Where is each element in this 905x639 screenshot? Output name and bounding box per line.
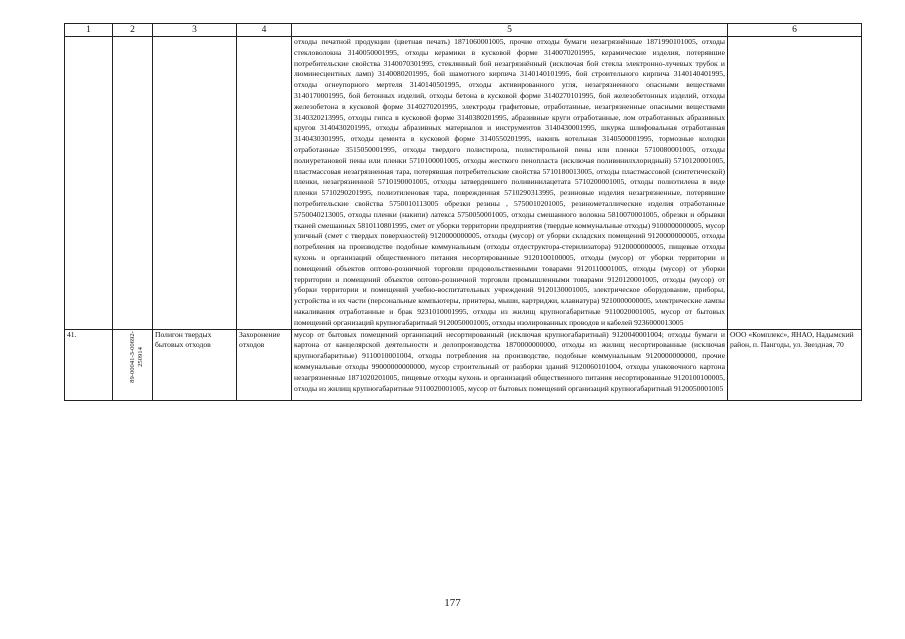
- waste-facilities-table: [64, 23, 862, 401]
- header-row: [65, 24, 862, 37]
- waste-list-cell: мусор от бытовых помещений организаций несортированный (исключая крупногабаритный) 9120040001004; отходы бумаги и картона от канцелярской деятельности и делопроизводства 1870000000000, отходы из жилищ несортированные (исключая крупногабаритные) 9110010001004, отходы потребления на производстве, подобные коммунальным 9120000000000, прочие коммунальные отходы 99000000000000, мусор строительный от разборки зданий 9120060101004, отходы упаковочного картона незагрязненные 1871020201005, пищевые отходы кухонь и организаций общественного питания несортированные 9120100100005, отходы из жилищ крупногабаритные 9110020001005, мусор от бытовых помещений организаций крупногабаритный 9120050001005: [292, 329, 728, 400]
- cell-number-empty: [65, 37, 113, 330]
- header-cell-4: 4: [237, 24, 292, 37]
- table-row-41: [65, 329, 862, 400]
- table-row-continuation: [65, 37, 862, 330]
- registry-code-cell: [113, 329, 153, 400]
- header-cell-1: 1: [65, 24, 113, 37]
- row-number: 41.: [65, 329, 113, 400]
- purpose: Захоронение отходов: [237, 329, 292, 400]
- header-cell-5: 5: [292, 24, 728, 37]
- cell-purpose-empty: [237, 37, 292, 330]
- object-name: Полигон твердых бытовых отходов: [153, 329, 237, 400]
- operator-address: ООО «Комплекс», ЯНАО, Надымский район, п. Пангоды, ул. Звездная, 70: [728, 329, 862, 400]
- registry-code: 89-00041-З-00692-250914: [129, 330, 144, 383]
- header-cell-6: 6: [728, 24, 862, 37]
- cell-object-empty: [153, 37, 237, 330]
- cell-code-empty: [113, 37, 153, 330]
- page-number: 177: [444, 597, 461, 609]
- waste-list-cell: отходы печатной продукции (цветная печать) 1871060001005, прочие отходы бумаги незагрязнённые 1871990101005, отходы стекловолокна 3140050001995, отходы керамики в кусковой форме 3140070201995, керамические изделия, потерявшие потребительские свойства 3140070301995, стеклянный бой незагрязнённый (исключая бой стекла электронно-лучевых трубок и люминесцентных ламп) 3140080201995, бой шамотного кирпича 3140140101995, бой строительного кирпича 3140140401995, отходы огнеупорного мертеля 3140140501995, отходы активированного угля, незагрязненного опасными веществами 3140170001995, бой бетонных изделий, отходы бетона в кусковой форме 3140270101995, бой железобетонных изделий, отходы железобетона в кусковой форме 3140270201995, электроды графитовые, отработанные, незагрязненные опасными веществами 3140320213995, отходы гипса в кусковой форме 3140380201995, абразивные круги отработанные, лом отработанных абразивных кругов 3140430201995, отходы абразивных материалов и инструментов 3140430001995, шкурка шлифовальная отработанная 3140430301995, отходы цемента в кусковой форме 3140550201995, накипь котельная 3140500001995, тормозные колодки отработанные 3515050001995, отходы твердого полистирола, полистирольной пены или пленки 5710080001005, отходы полиуретановой пены или пленки 5710100001005, отходы жесткого пенопласта (исключая поливинилхлоридный) 5710120001005, пластмассовая незагрязненная тара, потерявшая потребительские свойства 5710180013005, отходы пластмассовой (синтетической) пленки, незагрязненной 5710190001005, отходы затвердевшего поливинилацетата 5710200001005, отходы полиэтилена в виде пленки 5710290201995, полиэтиленовая тара, поврежденная 5710290313995, резиновые изделия незагрязненные, потерявшие потребительские свойства 5750010113005 обрезки резины , 5750010201005, резинометаллические изделия отработанные 5750040213005, отходы пленки (накипи) латекса 5750050001005, отходы смешанного волокна 5810070001005, обрезки и обрывки тканей смешанных 5810110801995, смет от уборки территории предприятия (твердые коммунальные отходы) 9100000000005, мусор уличный (смет с твердых поверхностей) 9120000000005, отходы (мусор) от уборки складских помещений 9120000000005, отходы потребления на производстве подобные коммунальным (отходы отдеструктора-стерилизатора) 9120000000005, пищевые отходы кухонь и организаций общественного питания несортированные 9120100100005, отходы (мусор) от уборки территории и помещений объектов оптово-розничной торговли продовольственными товарами 9120110001005, отходы (мусор) от уборки территории и помещений объектов оптово-розничной торговли промышленными товарами 9120120001005, отходы (мусор) от уборки территории и помещений учебно-воспитательных учреждений 9120130001005, электрическое оборудование, приборы, устройства и их части (персональные компьютеры, принтеры, мыши, картриджи, клавиатура) 9210000000005, электрические лампы накаливания отработанные и брак 9231010001995, отходы из жилищ крупногабаритные 9110020001005, мусор от бытовых помещений организаций крупногабаритный 9120050001005, отходы изолированных проводов и кабелей 9236000013005: [292, 37, 728, 330]
- header-cell-3: 3: [153, 24, 237, 37]
- header-cell-2: 2: [113, 24, 153, 37]
- cell-operator-empty: [728, 37, 862, 330]
